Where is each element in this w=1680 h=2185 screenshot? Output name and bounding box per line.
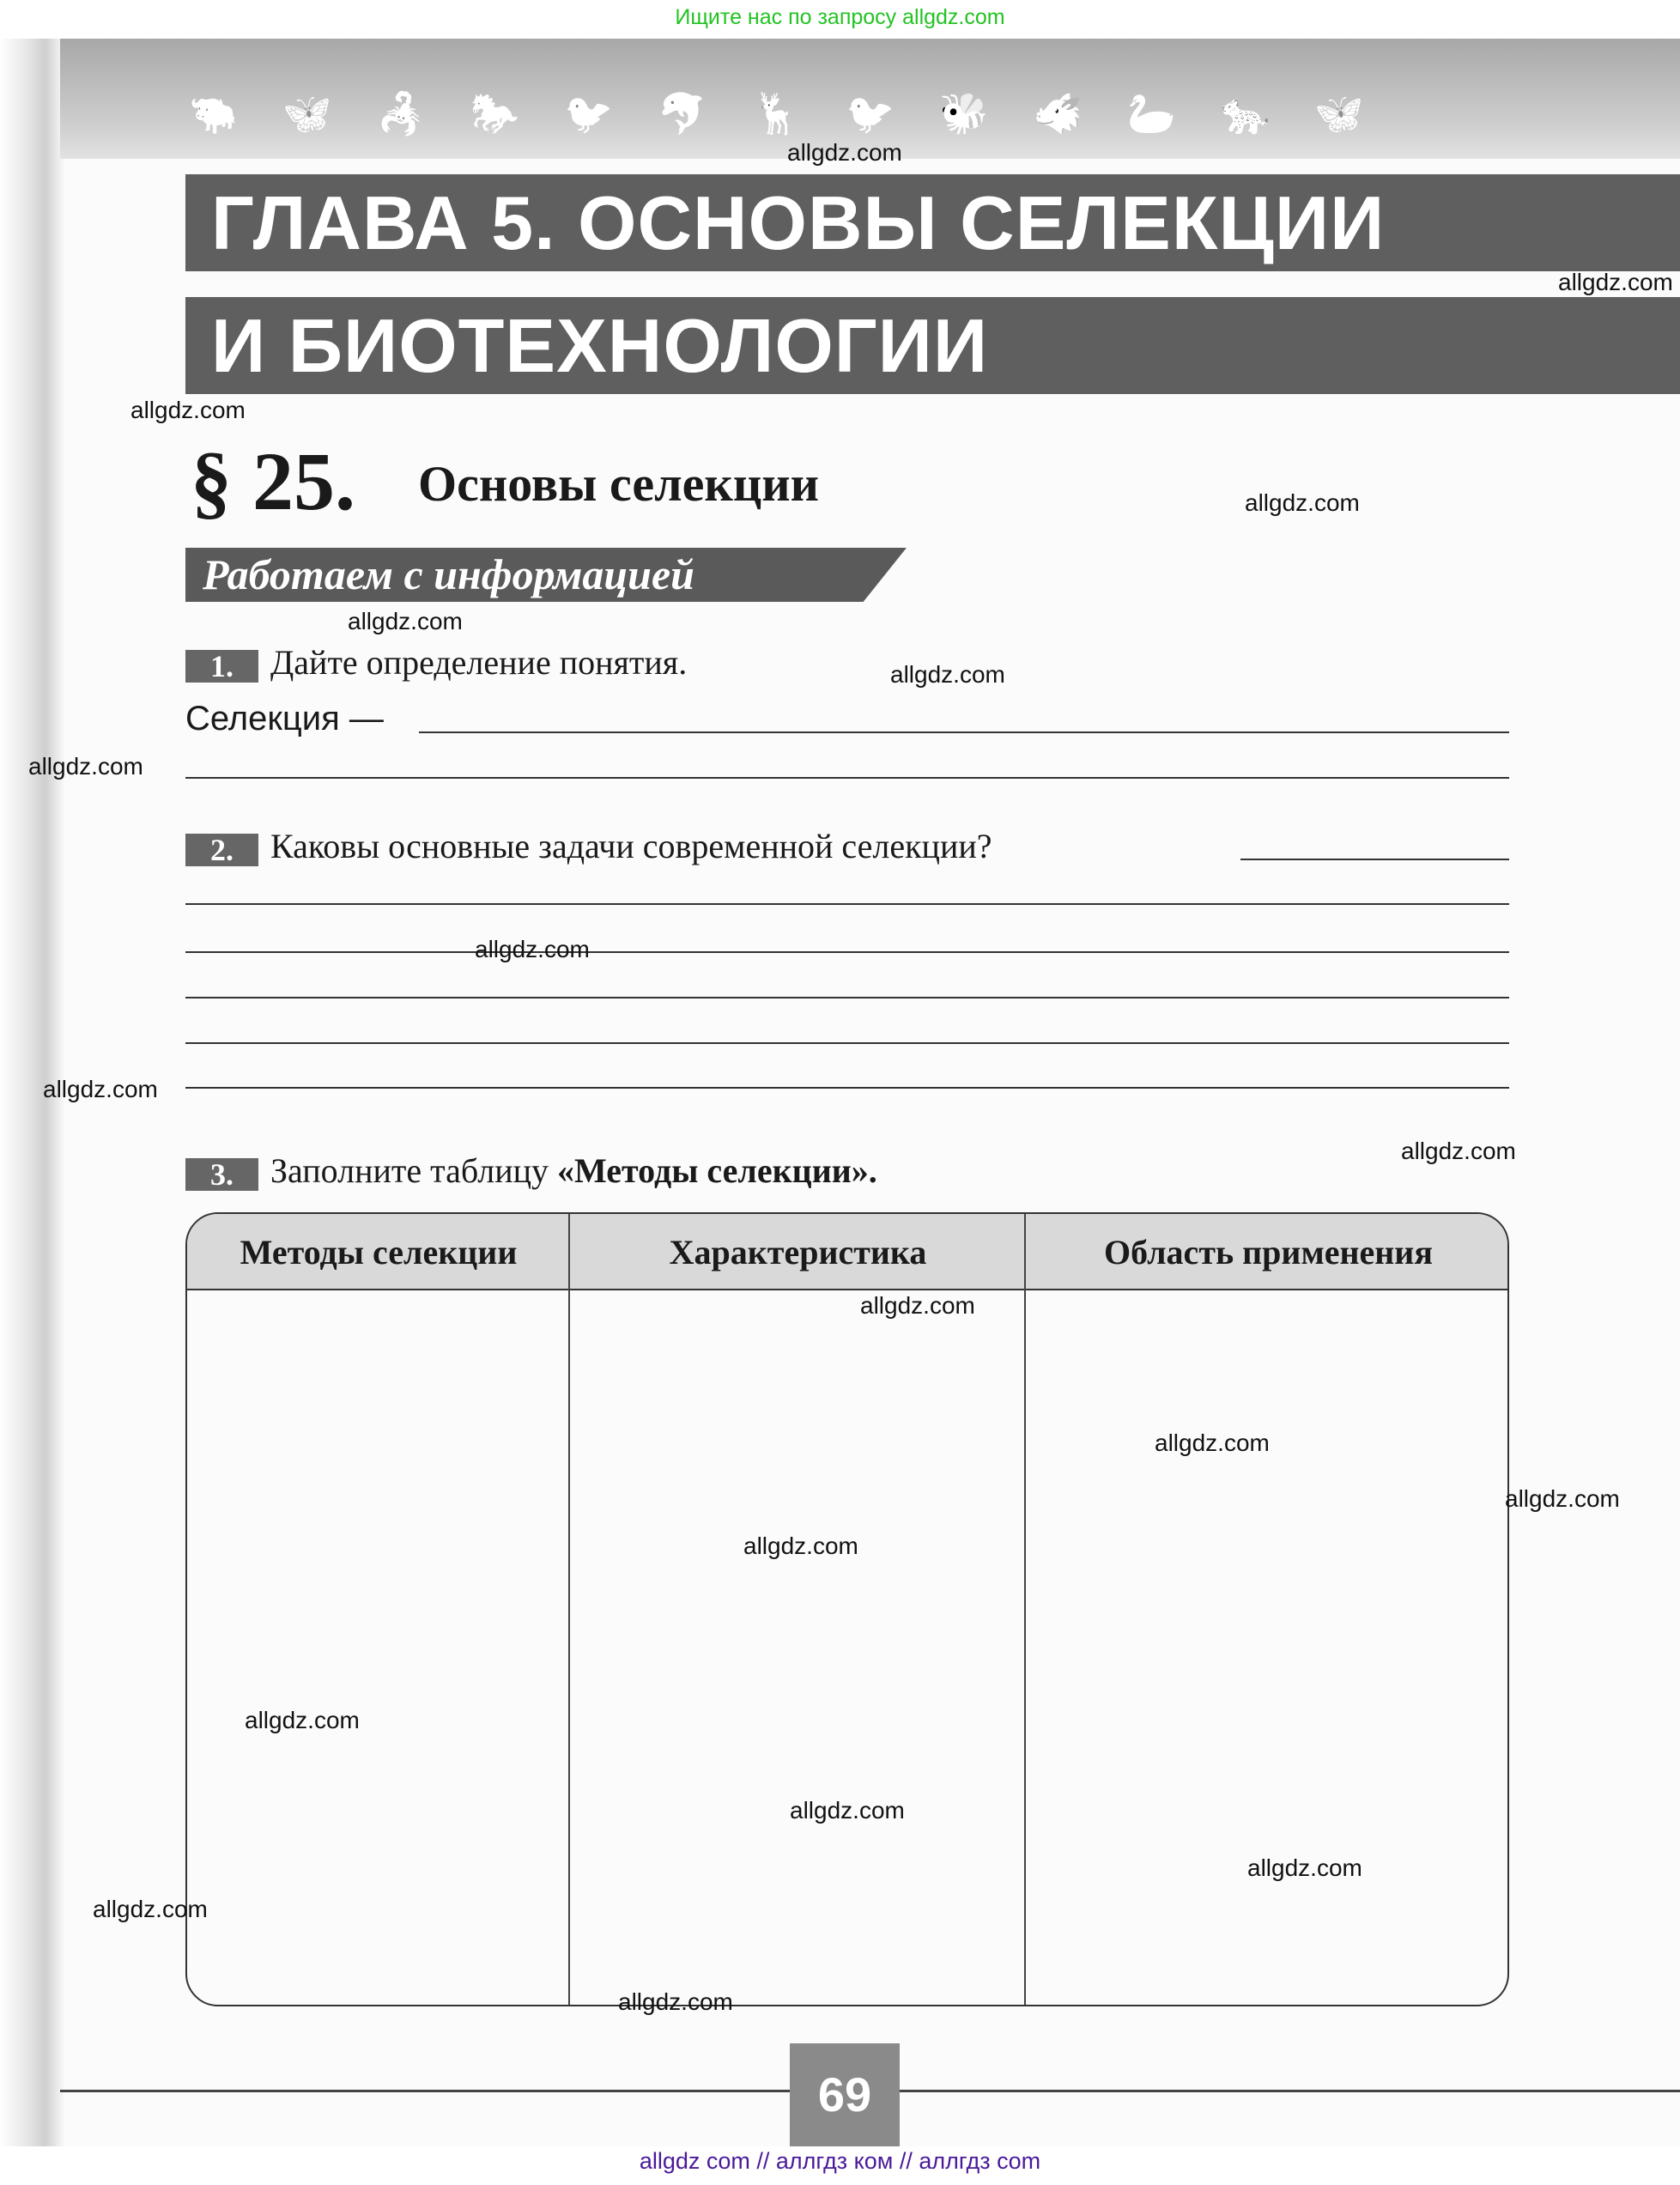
watermark: allgdz.com	[860, 1292, 975, 1319]
task-text: Заполните таблицу	[270, 1151, 558, 1190]
watermark: allgdz.com	[790, 1797, 905, 1824]
term-label: Селекция —	[185, 700, 384, 737]
animal-silhouette-icon: 🦢	[1126, 90, 1177, 137]
animal-silhouette-icon: 🦋	[282, 90, 332, 137]
selection-methods-table	[185, 1212, 1509, 2006]
section-label: Работаем с информацией	[203, 550, 694, 598]
watermark: allgdz.com	[1505, 1485, 1620, 1512]
watermark: allgdz.com	[787, 139, 902, 166]
animal-silhouette-icon: 🐃	[189, 90, 239, 137]
chapter-title-line2: И БИОТЕХНОЛОГИИ	[185, 297, 1680, 394]
answer-line[interactable]	[185, 1042, 1509, 1044]
search-hint-banner: Ищите нас по запросу allgdz.com	[675, 5, 1005, 29]
watermark: allgdz.com	[245, 1707, 360, 1733]
answer-line[interactable]	[185, 903, 1509, 905]
paragraph-title: Основы селекции	[418, 456, 820, 512]
watermark: allgdz.com	[28, 753, 143, 780]
watermark: allgdz.com	[618, 1988, 733, 2015]
answer-line[interactable]	[185, 1087, 1509, 1089]
task-number: 3.	[185, 1158, 258, 1191]
task-3	[185, 1150, 877, 1191]
column-divider	[568, 1214, 570, 2005]
watermark: allgdz.com	[1558, 269, 1673, 295]
task-number: 1.	[185, 650, 258, 683]
task-number: 2.	[185, 834, 258, 866]
paragraph-number: § 25.	[191, 435, 355, 527]
task-text: Каковы основные задачи современной селекции?	[270, 827, 992, 865]
animal-silhouette-icon: 🐦	[564, 90, 614, 137]
animal-silhouette-icon: 🐗	[1033, 90, 1083, 137]
animal-silhouette-icon: 🦂	[376, 90, 426, 137]
animal-silhouette-icon: 🐬	[658, 90, 707, 137]
answer-line[interactable]	[1240, 859, 1509, 860]
watermark: allgdz.com	[130, 397, 246, 423]
watermark: allgdz.com	[348, 608, 463, 634]
watermark: allgdz.com	[475, 936, 590, 962]
footer-links: allgdz com // аллгдз ком // аллгдз com	[639, 2148, 1041, 2174]
watermark: allgdz.com	[1155, 1429, 1270, 1456]
header-application: Область применения	[1104, 1233, 1433, 1272]
column-divider	[1024, 1214, 1026, 2005]
watermark: allgdz.com	[43, 1076, 158, 1102]
animal-silhouette-icon: 🐦	[845, 90, 895, 137]
watermark: allgdz.com	[93, 1896, 208, 1922]
watermark: allgdz.com	[1401, 1138, 1516, 1164]
animal-silhouette-icon: 🦋	[1314, 90, 1364, 137]
watermark: allgdz.com	[743, 1533, 858, 1559]
header-characteristic: Характеристика	[669, 1233, 927, 1272]
animal-silhouettes-row	[189, 90, 1364, 137]
task-2	[185, 826, 992, 866]
task-1	[185, 642, 687, 683]
animal-silhouette-icon: 🐎	[470, 90, 520, 137]
answer-line[interactable]	[185, 777, 1509, 779]
task-text: Дайте определение понятия.	[270, 643, 688, 682]
answer-line[interactable]	[185, 951, 1509, 953]
animal-silhouette-icon: 🦌	[751, 90, 801, 137]
table-name: «Методы селекции».	[557, 1151, 877, 1190]
header-methods: Методы селекции	[240, 1233, 518, 1272]
answer-line[interactable]	[419, 731, 1509, 733]
watermark: allgdz.com	[1247, 1854, 1362, 1881]
answer-line[interactable]	[185, 997, 1509, 998]
watermark: allgdz.com	[890, 661, 1005, 688]
animal-silhouette-icon: 🐝	[939, 90, 989, 137]
watermark: allgdz.com	[1245, 489, 1360, 516]
chapter-title-line1: ГЛАВА 5. ОСНОВЫ СЕЛЕКЦИИ	[185, 174, 1680, 271]
animal-silhouette-icon: 🐆	[1221, 90, 1271, 137]
page-number: 69	[790, 2043, 900, 2146]
